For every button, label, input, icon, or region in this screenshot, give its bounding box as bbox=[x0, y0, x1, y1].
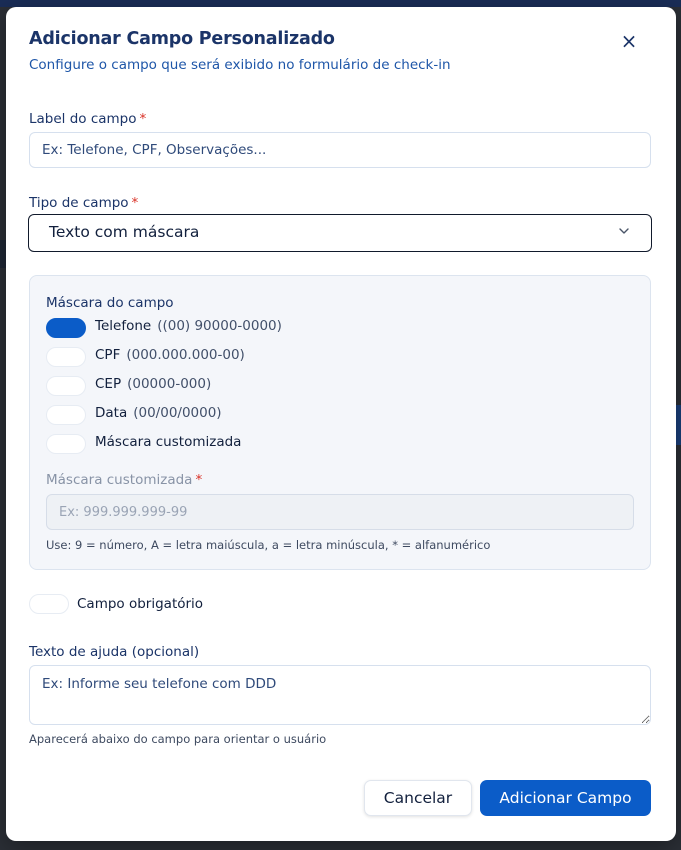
mask-option-label: CPF (000.000.000-00) bbox=[95, 347, 245, 363]
mask-telefone-toggle[interactable] bbox=[46, 318, 86, 338]
required-mark: * bbox=[131, 195, 139, 211]
field-type-text: Tipo de campo bbox=[29, 195, 129, 211]
field-type-heading bbox=[29, 195, 138, 211]
mask-option-label: Data (00/00/0000) bbox=[95, 405, 222, 421]
required-field-label: Campo obrigatório bbox=[77, 596, 204, 612]
dialog-subtitle: Configure o campo que será exibido no formulário de check-in bbox=[29, 57, 451, 73]
required-field-toggle[interactable] bbox=[29, 594, 69, 614]
mask-data-toggle[interactable] bbox=[46, 405, 86, 425]
help-text-hint: Aparecerá abaixo do campo para orientar o usuário bbox=[29, 732, 327, 746]
mask-cep-toggle[interactable] bbox=[46, 376, 86, 396]
field-type-select[interactable] bbox=[28, 214, 652, 252]
add-custom-field-dialog bbox=[6, 7, 676, 841]
help-text-heading: Texto de ajuda (opcional) bbox=[29, 644, 200, 660]
field-label-input[interactable] bbox=[29, 132, 651, 168]
close-icon[interactable]: × bbox=[620, 29, 638, 53]
required-mark: * bbox=[139, 111, 147, 127]
field-type-selected-value: Texto com máscara bbox=[49, 223, 200, 241]
backdrop-edge-right bbox=[676, 405, 681, 445]
mask-panel bbox=[29, 275, 651, 570]
mask-cpf-toggle[interactable] bbox=[46, 347, 86, 367]
dialog-title: Adicionar Campo Personalizado bbox=[29, 29, 335, 49]
field-label-text: Label do campo bbox=[29, 111, 137, 127]
mask-custom-toggle[interactable] bbox=[46, 434, 86, 454]
custom-mask-label: Máscara customizada bbox=[46, 472, 193, 488]
backdrop-header bbox=[0, 0, 681, 7]
custom-mask-heading bbox=[46, 472, 202, 488]
required-mark: * bbox=[195, 472, 203, 488]
add-field-button[interactable]: Adicionar Campo bbox=[480, 780, 651, 816]
custom-mask-input[interactable] bbox=[46, 494, 634, 530]
cancel-button[interactable]: Cancelar bbox=[364, 780, 472, 816]
mask-option-label: Máscara customizada bbox=[95, 434, 242, 450]
mask-option-label: Telefone ((00) 90000-0000) bbox=[95, 318, 282, 334]
field-label-heading bbox=[29, 111, 146, 127]
help-text-textarea[interactable] bbox=[29, 665, 651, 725]
custom-mask-help: Use: 9 = número, A = letra maiúscula, a = letra minúscula, * = alfanumérico bbox=[46, 538, 491, 552]
mask-option-label: CEP (00000-000) bbox=[95, 376, 212, 392]
chevron-down-icon bbox=[617, 224, 631, 238]
mask-title: Máscara do campo bbox=[46, 295, 174, 311]
